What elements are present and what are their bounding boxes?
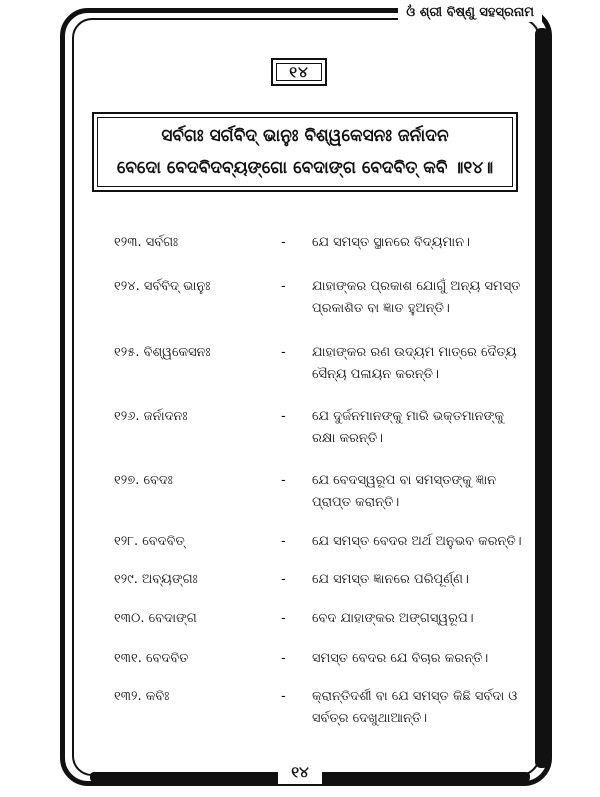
entry-dash: - bbox=[281, 534, 286, 549]
entry-term: ୧୨୩. ସର୍ବଗଃ bbox=[114, 235, 179, 250]
entry-dash: - bbox=[281, 235, 286, 250]
entry-meaning: ଯେ ସମସ୍ତ ସ୍ଥାନରେ ବିଦ୍ୟମାନ। bbox=[312, 235, 470, 250]
entry-term: ୧୨୬. ଜର୍ନାଦନଃ bbox=[114, 409, 188, 424]
verse-line-2: ବେଦୋ ବେଦବିଦବ୍ୟଙ୍ଗୋ ବେଦାଙ୍ଗ ବେଦବିତ୍ କବି ॥୧୪॥ bbox=[116, 158, 494, 178]
entry-dash: - bbox=[281, 689, 286, 704]
entry-meaning: ଯେ ସମସ୍ତ ବେଦର ଅର୍ଥ ଅନୁଭବ କରନ୍ତି। bbox=[312, 534, 522, 549]
entry-dash: - bbox=[281, 279, 286, 294]
verse-box bbox=[92, 112, 518, 192]
entry-term: ୧୨୭. ବେଦଃ bbox=[114, 473, 173, 488]
entry-dash: - bbox=[281, 473, 286, 488]
entry-dash: - bbox=[281, 651, 286, 666]
section-number-box bbox=[271, 58, 327, 86]
entry-meaning: ଯେ ବେଦସ୍ୱରୂପ ବା ସମସ୍ତଙ୍କୁ ଜ୍ଞାନ ପ୍ରାପ୍ତ କରାନ୍ତି। bbox=[312, 473, 497, 510]
entry-term: ୧୨୯. ଅବ୍ୟଙ୍ଗଃ bbox=[114, 572, 198, 587]
entry-meaning: ଯେ ଦୁର୍ଜନମାନଙ୍କୁ ମାରି ଭକ୍ତମାନଙ୍କୁ ରକ୍ଷା କରନ୍ତି। bbox=[312, 409, 504, 446]
entry-dash: - bbox=[281, 572, 286, 587]
section-number: ୧୪ bbox=[289, 63, 309, 81]
entry-meaning: ବେଦ ଯାହାଙ୍କର ଅଙ୍ଗସ୍ୱରୂପ। bbox=[312, 611, 474, 626]
entry-term: ୧୩୧. ବେଦବିତ bbox=[114, 651, 189, 666]
entry-meaning: ଯେ ସମସ୍ତ ଜ୍ଞାନରେ ପରିପୂର୍ଣ୍ଣ। bbox=[312, 572, 469, 587]
verse-line-1: ସର୍ବଗଃ ସର୍ଗବିଦ୍ ଭାନୁଃ ବିଶ୍ୱକେସନଃ ଜର୍ନାଦନ bbox=[161, 126, 449, 146]
running-header: ଓଁ ଶ୍ରୀ ବିଷ୍ଣୁ ସହସ୍ରନାମ bbox=[398, 4, 542, 22]
page-border-shadow-right bbox=[535, 28, 549, 768]
page-number: ୧୪ bbox=[278, 760, 322, 784]
entry-term: ୧୩୨. କବିଃ bbox=[114, 689, 170, 704]
entry-term: ୧୩୦. ବେଦାଙ୍ଗ bbox=[114, 611, 197, 626]
entry-term: ୧୨୫. ବିଶ୍ୱକେସନଃ bbox=[114, 345, 211, 360]
entry-term: ୧୨୮. ବେଦବିତ୍ bbox=[114, 534, 185, 549]
entry-meaning: ସମସ୍ତ ବେଦର ଯେ ବିଚାର କରନ୍ତି। bbox=[312, 651, 489, 666]
entry-meaning: ଯାହାଙ୍କର ରଣ ଉଦ୍ୟମ ମାତ୍ରେ ଦୈତ୍ୟ ସୈନ୍ୟ ପଳାୟନ କରନ୍ତି। bbox=[312, 345, 517, 382]
entry-dash: - bbox=[281, 345, 286, 360]
entry-term: ୧୨୪. ସର୍ବବିଦ୍ ଭାନୁଃ bbox=[114, 279, 211, 294]
entry-dash: - bbox=[281, 611, 286, 626]
entry-meaning: ଯାହାଙ୍କର ପ୍ରକାଶ ଯୋଗୁଁ ଅନ୍ୟ ସମସ୍ତ ପ୍ରକାଶିତ ବା ଜ୍ଞାତ ହୁଅନ୍ତି। bbox=[312, 279, 521, 316]
entry-dash: - bbox=[281, 409, 286, 424]
entry-meaning: କ୍ରାନ୍ତିଦର୍ଶୀ ବା ଯେ ସମସ୍ତ କିଛି ସର୍ବଦା ଓ ସର୍ବତ୍ର ଦେଖୁଥାଆନ୍ତି। bbox=[312, 689, 518, 726]
